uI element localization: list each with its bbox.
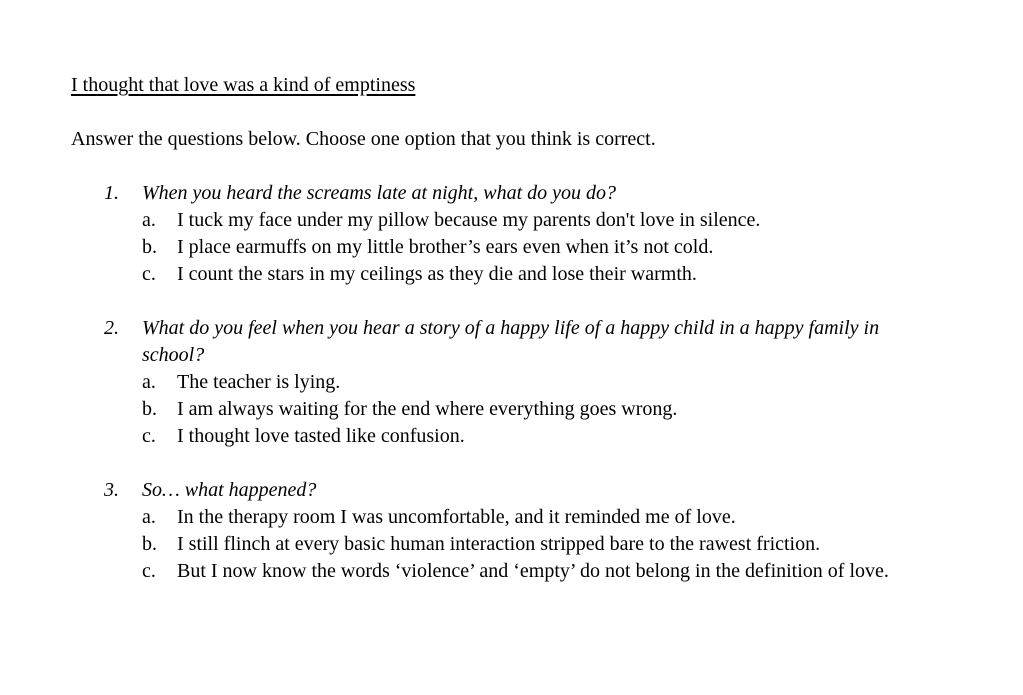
- question-text: When you heard the screams late at night, what do you do?: [142, 182, 617, 204]
- instructions-text: Answer the questions below. Choose one option that you think is correct.: [71, 128, 656, 150]
- option-text: I am always waiting for the end where everything goes wrong.: [177, 398, 678, 420]
- question-2: [0, 315, 1023, 450]
- option-text: In the therapy room I was uncomfortable, and it reminded me of love.: [177, 506, 736, 528]
- option-letter: a.: [142, 371, 156, 393]
- option-letter: c.: [142, 425, 156, 447]
- option-letter: b.: [142, 533, 157, 555]
- question-3-prompt: [0, 477, 1023, 504]
- option-letter: a.: [142, 209, 156, 231]
- option-letter: c.: [142, 560, 156, 582]
- option-text: But I now know the words ‘violence’ and ‘empty’ do not belong in the definition of love.: [177, 560, 889, 582]
- document-title: I thought that love was a kind of emptiness: [71, 74, 416, 96]
- question-1-option-a[interactable]: [0, 207, 1023, 234]
- question-3-option-a[interactable]: [0, 504, 1023, 531]
- question-2-prompt: [0, 315, 1023, 369]
- question-1-prompt: [0, 180, 1023, 207]
- question-2-option-c[interactable]: [0, 423, 1023, 450]
- question-number: 1.: [104, 182, 119, 204]
- question-1-option-b[interactable]: [0, 234, 1023, 261]
- option-text: The teacher is lying.: [177, 371, 341, 393]
- option-letter: c.: [142, 263, 156, 285]
- option-text: I thought love tasted like confusion.: [177, 425, 465, 447]
- option-text: I tuck my face under my pillow because my parents don't love in silence.: [177, 209, 761, 231]
- question-number: 3.: [104, 479, 119, 501]
- question-3-option-b[interactable]: [0, 531, 1023, 558]
- option-text: I place earmuffs on my little brother’s ears even when it’s not cold.: [177, 236, 714, 258]
- option-text: I count the stars in my ceilings as they die and lose their warmth.: [177, 263, 697, 285]
- option-letter: a.: [142, 506, 156, 528]
- question-3: [0, 477, 1023, 585]
- question-text: So… what happened?: [142, 479, 317, 501]
- question-1: [0, 180, 1023, 288]
- question-3-option-c[interactable]: [0, 558, 1023, 585]
- question-1-option-c[interactable]: [0, 261, 1023, 288]
- option-letter: b.: [142, 236, 157, 258]
- option-letter: b.: [142, 398, 157, 420]
- question-number: 2.: [104, 317, 119, 339]
- question-2-option-a[interactable]: [0, 369, 1023, 396]
- question-text: What do you feel when you hear a story of a happy life of a happy child in a happy family in school?: [142, 317, 880, 366]
- option-text: I still flinch at every basic human interaction stripped bare to the rawest friction.: [177, 533, 821, 555]
- question-2-option-b[interactable]: [0, 396, 1023, 423]
